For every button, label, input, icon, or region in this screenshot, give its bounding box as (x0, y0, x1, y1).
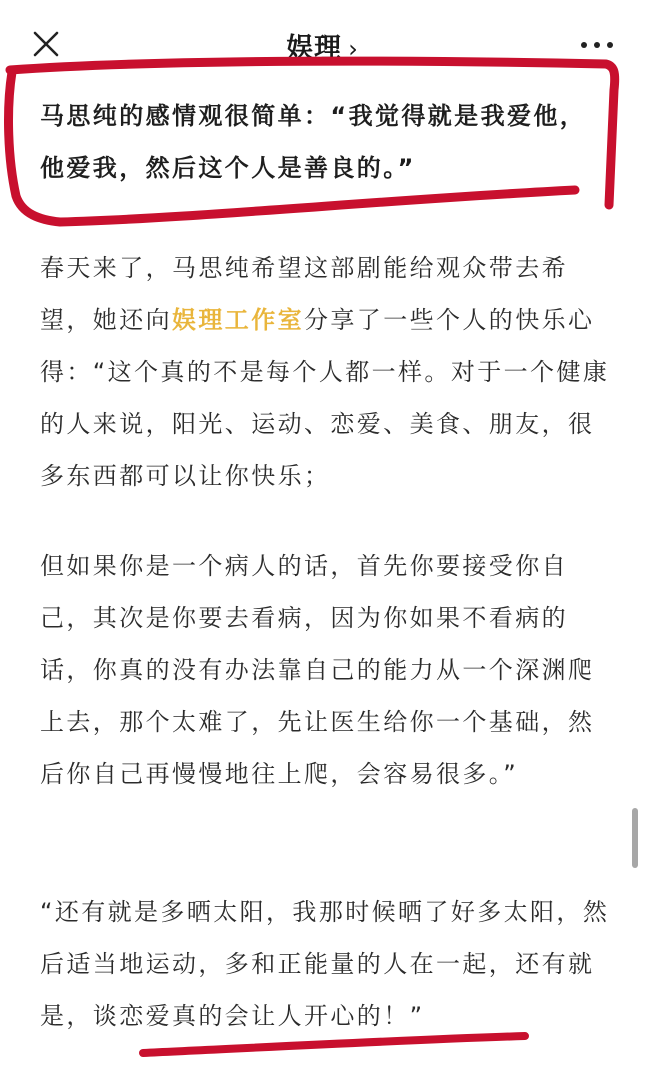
studio-link[interactable]: 娱理工作室 (172, 306, 304, 334)
paragraph-1 (40, 242, 610, 502)
paragraph-1-text-a: 春天来了，马思纯希望这部剧能给观众带去希望，她还向 (40, 254, 568, 334)
paragraph-1-text-b: 分享了一些个人的快乐心得：“这个真的不是每个人都一样。对于一个健康的人来说，阳光、运动、恋爱、美食、朋友，很多东西都可以让你快乐； (40, 306, 610, 490)
more-options-button[interactable] (579, 40, 615, 50)
top-nav-bar (0, 0, 645, 84)
account-title-link[interactable] (0, 26, 645, 65)
scrollbar-thumb[interactable] (632, 808, 638, 868)
page-title: 娱理 (286, 33, 343, 64)
paragraph-3: “还有就是多晒太阳，我那时候晒了好多太阳，然后适当地运动，多和正能量的人在一起，还有就是，谈恋爱真的会让人开心的！” (40, 898, 610, 1030)
paragraph-2: 但如果你是一个病人的话，首先你要接受你自己，其次是你要去看病，因为你如果不看病的话，你真的没有办法靠自己的能力从一个深渊爬上去，那个太难了，先让医生给你一个基础，然后你自己再慢慢地往上爬，会容易很多。” (40, 552, 595, 788)
chevron-right-icon: › (348, 35, 359, 63)
highlighted-quote: 马思纯的感情观很简单：“我觉得就是我爱他，他爱我，然后这个人是善良的。” (40, 102, 587, 182)
